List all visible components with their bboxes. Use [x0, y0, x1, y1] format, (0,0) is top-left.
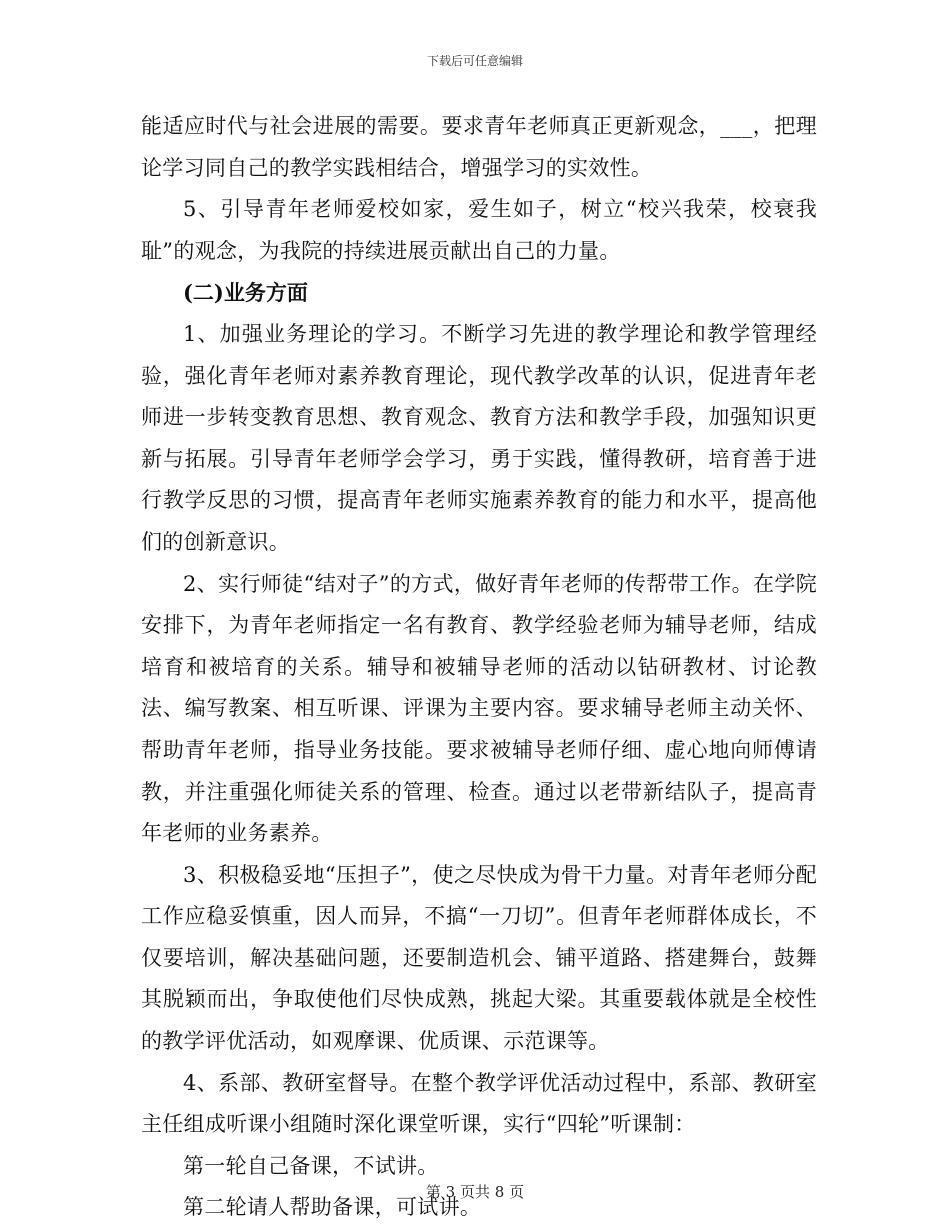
paragraph-round-1: 第一轮自己备课，不试讲。	[183, 1153, 439, 1178]
paragraph-item-5: 5、引导青年老师爱校如家，爱生如子，树立“校兴我荣，校衰我耻”的观念，为我院的持续进展贡献出自己的力量。	[141, 197, 817, 263]
section-heading: (二)业务方面	[183, 280, 308, 306]
body-text	[141, 106, 817, 1229]
paragraph-item-4: 4、系部、教研室督导。在整个教学评优活动过程中，系部、教研室主任组成听课小组随时深化课堂听课，实行“四轮”听课制：	[141, 1070, 817, 1137]
paragraph-item-3: 3、积极稳妥地“压担子”，使之尽快成为骨干力量。对青年老师分配工作应稳妥慎重，因人而异，不搞“一刀切”。但青年老师群体成长，不仅要培训，解决基础问题，还要制造机会、铺平道路、搭建舞台，鼓舞其脱颖而出，争取使他们尽快成熟，挑起大梁。其重要载体就是全校性的教学评优活动，如观摩课、优质课、示范课等。	[141, 862, 817, 1054]
page-footer: 第 3 页共 8 页	[425, 1183, 525, 1201]
paragraph-round-2: 第二轮请人帮助备课，可试讲。	[183, 1195, 482, 1220]
paragraph-item-1: 1、加强业务理论的学习。不断学习先进的教学理论和教学管理经验，强化青年老师对素养教育理论，现代教学改革的认识，促进青年老师进一步转变教育思想、教育观念、教育方法和教学手段，加强知识更新与拓展。引导青年老师学会学习，勇于实践，懂得教研，培育善于进行教学反思的习惯，提高青年老师实施素养教育的能力和水平，提高他们的创新意识。	[141, 321, 817, 554]
paragraph-continuation: 能适应时代与社会进展的需要。要求青年老师真正更新观念，___，把理论学习同自己的教学实践相结合，增强学习的实效性。	[141, 114, 817, 180]
page-header: 下载后可任意编辑	[426, 54, 523, 68]
paragraph-item-2: 2、实行师徒“结对子”的方式，做好青年老师的传帮带工作。在学院安排下，为青年老师指定一名有教育、教学经验老师为辅导老师，结成培育和被培育的关系。辅导和被辅导老师的活动以钻研教材、讨论教法、编写教案、相互听课、评课为主要内容。要求辅导老师主动关怀、帮助青年老师，指导业务技能。要求被辅导老师仔细、虚心地向师傅请教，并注重强化师徒关系的管理、检查。通过以老带新结队子，提高青年老师的业务素养。	[141, 571, 817, 846]
